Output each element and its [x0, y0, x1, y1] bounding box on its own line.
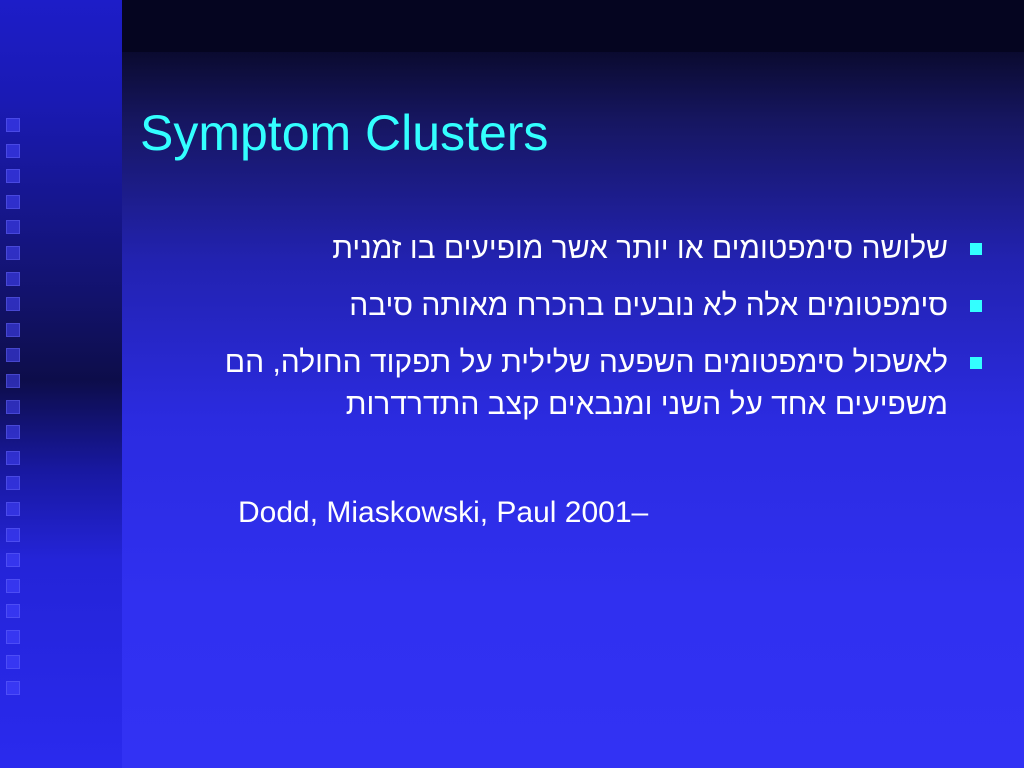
decorative-square	[6, 246, 20, 260]
decorative-square	[6, 323, 20, 337]
bullet-text: שלושה סימפטומים או יותר אשר מופיעים בו זמנית	[332, 232, 948, 265]
decorative-square	[6, 169, 20, 183]
square-bullet-icon	[970, 357, 982, 369]
bullet-item	[188, 285, 988, 327]
decorative-square	[6, 272, 20, 286]
decorative-square	[6, 604, 20, 618]
decorative-square	[6, 348, 20, 362]
decorative-square	[6, 374, 20, 388]
slide-title: Symptom Clusters	[140, 105, 549, 161]
bullet-list	[188, 228, 988, 441]
bullet-item	[188, 342, 988, 426]
left-decorative-bar	[0, 0, 122, 768]
decorative-square	[6, 297, 20, 311]
square-bullet-icon	[970, 300, 982, 312]
decorative-square	[6, 655, 20, 669]
decorative-square	[6, 579, 20, 593]
decorative-square	[6, 118, 20, 132]
decorative-square	[6, 681, 20, 695]
decorative-square	[6, 144, 20, 158]
decorative-square	[6, 630, 20, 644]
decorative-square	[6, 400, 20, 414]
square-bullet-icon	[970, 243, 982, 255]
decorative-square	[6, 195, 20, 209]
bullet-text: לאשכול סימפטומים השפעה שלילית על תפקוד החולה, הם משפיעים אחד על השני ומנבאים קצב התדרדרות	[224, 346, 948, 421]
decorative-square	[6, 502, 20, 516]
decorative-square	[6, 425, 20, 439]
decorative-squares	[6, 118, 30, 718]
decorative-square	[6, 553, 20, 567]
decorative-square	[6, 220, 20, 234]
citation: Dodd, Miaskowski, Paul 2001–	[238, 496, 649, 529]
bullet-item	[188, 228, 988, 270]
top-band	[122, 0, 1024, 52]
decorative-square	[6, 451, 20, 465]
bullet-text: סימפטומים אלה לא נובעים בהכרח מאותה סיבה	[349, 289, 948, 322]
decorative-square	[6, 476, 20, 490]
decorative-square	[6, 528, 20, 542]
